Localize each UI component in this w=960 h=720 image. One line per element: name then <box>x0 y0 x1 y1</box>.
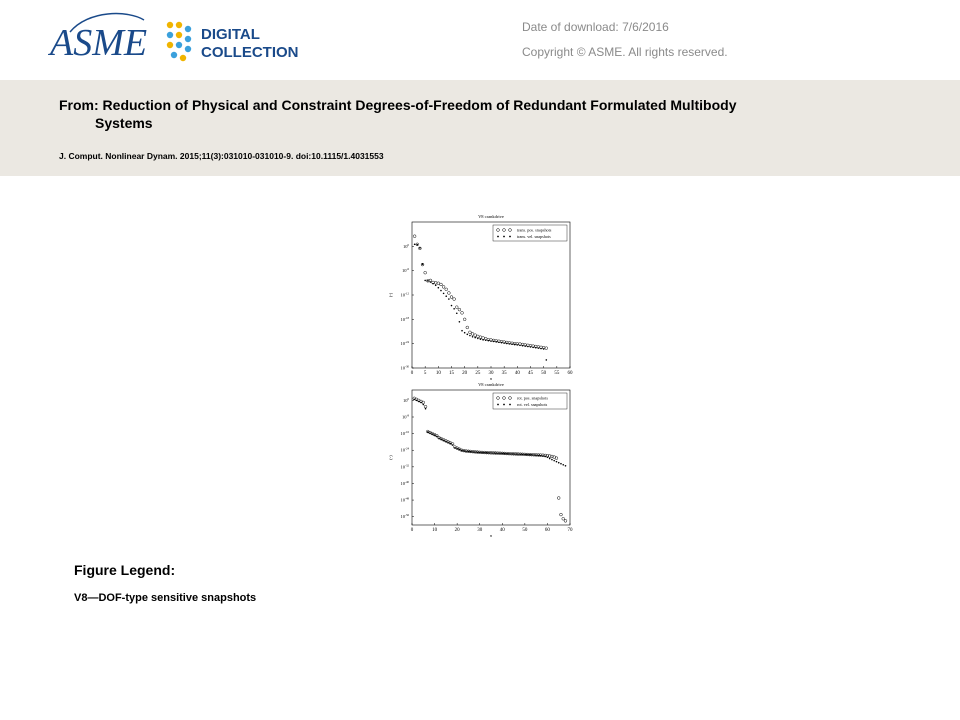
data-point <box>456 312 458 314</box>
data-point <box>447 442 449 444</box>
data-point <box>511 453 513 455</box>
data-point <box>451 305 453 307</box>
data-point <box>459 321 461 323</box>
x-tick-label: 0 <box>410 371 414 376</box>
data-point <box>467 334 469 336</box>
x-tick-label: 30 <box>477 528 483 533</box>
x-tick-label: 40 <box>499 528 505 533</box>
data-point <box>440 283 443 286</box>
data-point <box>517 344 519 346</box>
data-point <box>416 400 418 402</box>
data-point <box>435 284 437 286</box>
data-point <box>501 342 503 344</box>
data-point <box>437 282 440 285</box>
data-point <box>463 318 466 321</box>
x-tick-label: 25 <box>475 371 481 376</box>
x-tick-label: 10 <box>432 528 438 533</box>
legend-marker <box>503 404 505 406</box>
data-point <box>546 359 548 361</box>
data-point <box>485 339 487 341</box>
x-axis-label: n <box>489 376 493 381</box>
data-point <box>508 453 510 455</box>
data-point <box>429 432 431 434</box>
data-point <box>506 453 508 455</box>
data-point <box>530 346 532 348</box>
chart-title: V8 crankdrive <box>478 382 504 387</box>
figure-image <box>380 210 580 546</box>
data-point <box>440 290 442 292</box>
data-point <box>501 453 503 455</box>
data-point <box>531 454 533 456</box>
y-tick-label: $10^{-24}$ <box>400 340 409 347</box>
data-point <box>450 443 452 445</box>
data-point <box>459 449 461 451</box>
data-point <box>443 293 445 295</box>
data-point <box>476 335 479 338</box>
download-date: 7/6/2016 <box>622 20 669 34</box>
data-point <box>416 244 418 246</box>
data-point <box>492 452 494 454</box>
data-point <box>514 344 516 346</box>
data-point <box>424 271 427 274</box>
data-point <box>560 513 563 516</box>
chart-2 <box>388 382 573 538</box>
data-point <box>526 454 528 456</box>
data-point <box>479 336 482 339</box>
legend-marker <box>497 404 499 406</box>
data-point <box>558 462 560 464</box>
data-point <box>519 344 521 346</box>
x-tick-label: 60 <box>567 371 573 376</box>
x-tick-label: 60 <box>544 528 550 533</box>
data-point <box>506 343 508 345</box>
data-point <box>464 332 466 334</box>
data-point <box>453 308 455 310</box>
data-point <box>474 451 476 453</box>
logo-graphic <box>48 8 328 72</box>
data-point <box>562 464 564 466</box>
x-axis-label: n <box>489 533 493 538</box>
data-point <box>471 333 474 336</box>
logo-digital-text: DIGITAL <box>201 26 260 43</box>
data-point <box>461 450 463 452</box>
data-point <box>520 453 522 455</box>
data-point <box>556 461 558 463</box>
data-point <box>424 405 427 408</box>
data-point <box>454 447 456 449</box>
asme-digital-collection-logo[interactable] <box>48 8 328 72</box>
x-tick-label: 50 <box>522 528 528 533</box>
data-point <box>474 337 476 339</box>
data-point <box>499 453 501 455</box>
data-point <box>540 455 542 457</box>
data-point <box>445 295 447 297</box>
data-point <box>447 292 450 295</box>
x-tick-label: 15 <box>449 371 454 376</box>
x-tick-label: 70 <box>567 528 573 533</box>
legend-label: trans. pos. snapshots <box>517 227 552 233</box>
y-tick-label: $10^{-40}$ <box>400 479 409 486</box>
data-point <box>498 341 500 343</box>
x-tick-label: 20 <box>462 371 468 376</box>
data-point <box>522 454 524 456</box>
data-point <box>434 281 437 284</box>
data-point <box>551 459 553 461</box>
data-point <box>504 453 506 455</box>
legend-marker <box>509 236 511 238</box>
data-point <box>503 342 505 344</box>
data-point <box>470 451 472 453</box>
copyright-text: Copyright © ASME. All rights reserved. <box>522 45 728 59</box>
y-tick-label: $10^{-6}$ <box>402 267 409 274</box>
data-point <box>443 439 445 441</box>
data-point <box>538 455 540 457</box>
data-point <box>419 247 421 249</box>
data-point <box>515 453 517 455</box>
legend-label: rot. pos. snapshots <box>517 395 548 401</box>
data-point <box>547 456 549 458</box>
data-point <box>497 452 499 454</box>
data-point <box>529 454 531 456</box>
data-point <box>477 338 479 340</box>
x-tick-label: 0 <box>410 528 414 533</box>
data-point <box>448 298 450 300</box>
legend-marker <box>503 236 505 238</box>
download-label: Date of download: <box>522 20 619 34</box>
y-tick-label: $10^{-30}$ <box>400 364 409 371</box>
data-point <box>483 452 485 454</box>
x-tick-label: 45 <box>528 371 533 376</box>
chart-1 <box>388 214 573 381</box>
data-point <box>517 453 519 455</box>
figure-charts <box>380 210 580 546</box>
data-point <box>455 306 458 309</box>
x-tick-label: 35 <box>501 371 507 376</box>
x-tick-label: 40 <box>514 371 520 376</box>
data-point <box>565 465 567 467</box>
data-point <box>413 399 415 401</box>
data-point <box>465 450 467 452</box>
data-point <box>463 450 465 452</box>
download-date-line <box>522 20 669 34</box>
legend-label: trans. vel. snapshots <box>517 234 551 239</box>
data-point <box>414 244 416 246</box>
x-tick-label: 10 <box>435 371 441 376</box>
data-point <box>472 451 474 453</box>
data-point <box>438 437 440 439</box>
data-point <box>488 452 490 454</box>
data-point <box>479 452 481 454</box>
data-point <box>477 452 479 454</box>
data-point <box>535 454 537 456</box>
legend-marker <box>497 236 499 238</box>
data-point <box>418 401 420 403</box>
data-point <box>549 458 551 460</box>
data-point <box>544 456 546 458</box>
data-point <box>495 452 497 454</box>
data-point <box>474 334 477 337</box>
data-point <box>438 287 440 289</box>
data-point <box>490 340 492 342</box>
data-point <box>436 436 438 438</box>
data-point <box>513 453 515 455</box>
data-point <box>481 452 483 454</box>
y-tick-label: $10^{-48}$ <box>400 496 409 503</box>
data-point <box>456 448 458 450</box>
data-point <box>469 335 471 337</box>
data-point <box>482 339 484 341</box>
data-point <box>488 340 490 342</box>
data-point <box>540 348 542 350</box>
data-point <box>535 347 537 349</box>
article-citation: J. Comput. Nonlinear Dynam. 2015;11(3):031010-031010-9. doi:10.1115/1.4031553 <box>59 151 384 161</box>
x-tick-label: 20 <box>454 528 460 533</box>
y-tick-label: $10^{-24}$ <box>400 446 409 453</box>
data-point <box>452 444 454 446</box>
data-point <box>511 343 513 345</box>
data-point <box>480 338 482 340</box>
data-point <box>434 434 436 436</box>
data-point <box>538 347 540 349</box>
y-axis-label: (-) <box>388 455 393 460</box>
data-point <box>495 341 497 343</box>
data-point <box>543 348 545 350</box>
data-point <box>445 288 448 291</box>
data-point <box>557 497 560 500</box>
data-point <box>562 517 565 520</box>
data-point <box>450 296 453 299</box>
x-tick-label: 55 <box>554 371 560 376</box>
x-tick-label: 30 <box>488 371 494 376</box>
data-point <box>553 460 555 462</box>
y-tick-label: $10^{-32}$ <box>400 463 409 470</box>
x-tick-label: 50 <box>541 371 547 376</box>
data-point <box>430 281 432 283</box>
article-title <box>59 96 859 132</box>
data-point <box>482 337 485 340</box>
data-point <box>413 235 416 238</box>
data-point <box>420 402 422 404</box>
figure-legend-title: Figure Legend: <box>74 562 176 578</box>
data-point <box>461 311 464 314</box>
data-point <box>532 347 534 349</box>
y-tick-label: $10^{-8}$ <box>402 413 409 420</box>
data-point <box>509 343 511 345</box>
data-point <box>424 280 426 282</box>
data-point <box>458 308 461 311</box>
data-point <box>422 404 424 406</box>
article-title-line1: From: Reduction of Physical and Constraint Degrees-of-Freedom of Redundant Formulated Multibody <box>59 97 737 113</box>
data-point <box>564 519 567 522</box>
legend-label: rot. vel. snapshots <box>517 402 548 407</box>
data-point <box>542 455 544 457</box>
logo-collection-text: COLLECTION <box>201 44 299 61</box>
data-point <box>493 341 495 343</box>
data-point <box>545 347 548 350</box>
data-point <box>522 345 524 347</box>
data-point <box>432 433 434 435</box>
y-axis-label: (-) <box>388 292 393 298</box>
x-tick-label: 5 <box>423 371 427 376</box>
data-point <box>533 454 535 456</box>
plot-frame <box>412 390 570 525</box>
data-point <box>427 431 429 433</box>
data-point <box>472 336 474 338</box>
data-point <box>445 441 447 443</box>
data-point <box>468 451 470 453</box>
y-tick-label: $10^{-18}$ <box>400 315 409 322</box>
y-tick-label: $10^{-16}$ <box>400 430 409 437</box>
data-point <box>469 331 472 334</box>
data-point <box>422 263 424 265</box>
data-point <box>524 454 526 456</box>
data-point <box>453 298 456 301</box>
data-point <box>486 452 488 454</box>
data-point <box>490 452 492 454</box>
data-point <box>427 280 429 282</box>
data-point <box>466 326 469 329</box>
figure-legend-text: V8—DOF-type sensitive snapshots <box>74 592 257 604</box>
data-point <box>527 346 529 348</box>
data-point <box>442 285 445 288</box>
article-title-line2: Systems <box>95 115 153 131</box>
logo-dots-icon <box>167 22 191 61</box>
y-tick-label: $10^0$ <box>403 242 409 249</box>
plot-frame <box>412 222 570 368</box>
legend-marker <box>509 404 511 406</box>
chart-title: V8 crankdrive <box>478 214 504 219</box>
y-tick-label: $10^0$ <box>403 396 409 403</box>
data-point <box>441 438 443 440</box>
data-point <box>524 345 526 347</box>
data-point <box>432 283 434 285</box>
data-point <box>560 463 562 465</box>
data-point <box>461 330 463 332</box>
logo-asme-text: ASME <box>50 22 148 64</box>
data-point <box>425 408 427 410</box>
y-tick-label: $10^{-12}$ <box>400 291 409 298</box>
y-tick-label: $10^{-56}$ <box>400 513 409 520</box>
